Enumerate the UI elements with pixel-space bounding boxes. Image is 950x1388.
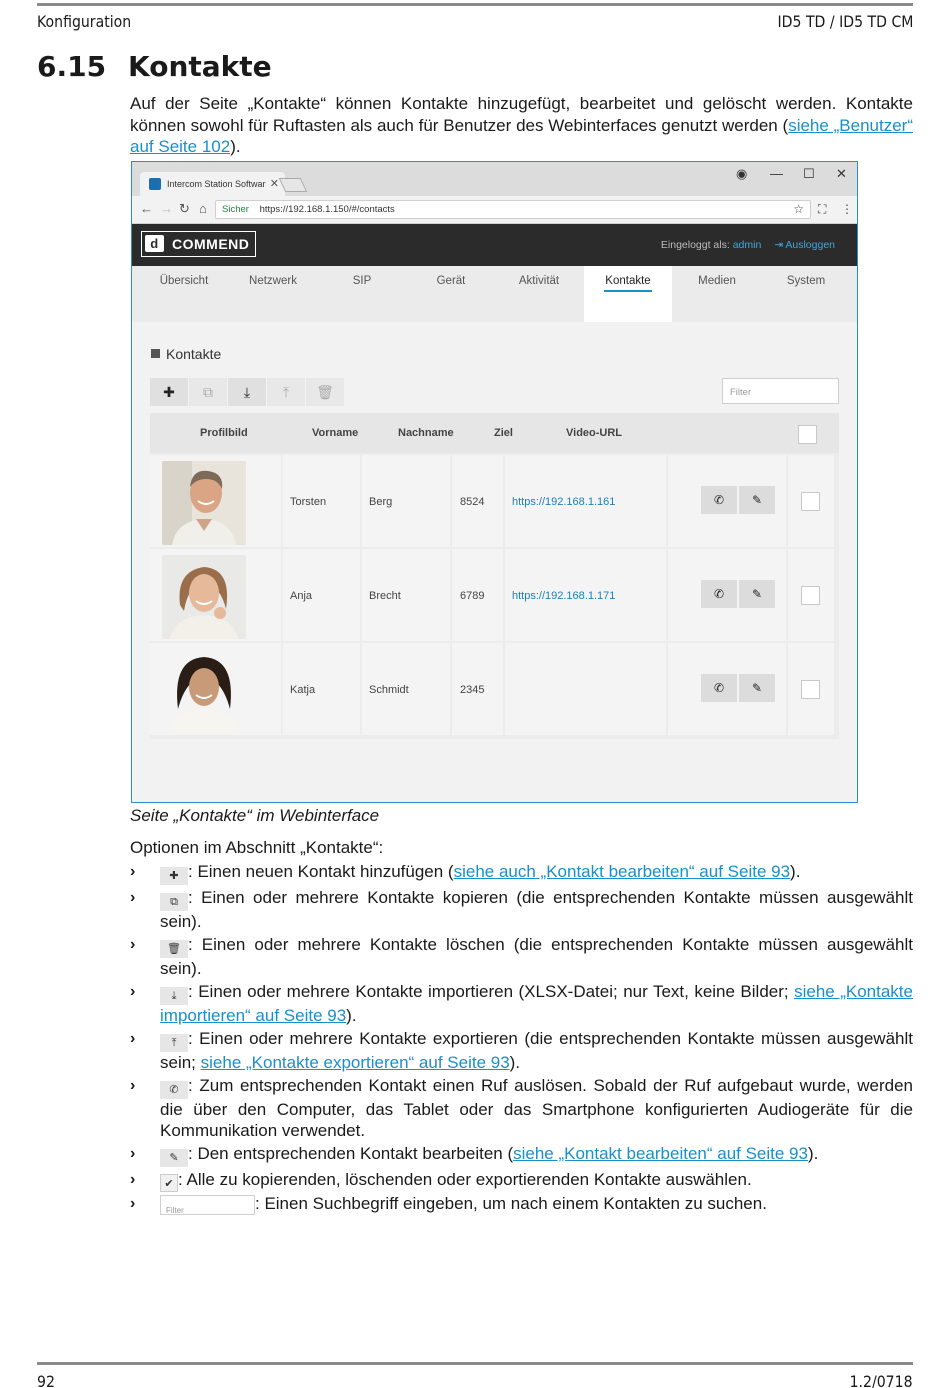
list-item: › ⤓ : Einen oder mehrere Kontakte importieren (XLSX-Datei; nur Text, keine Bilder; siehe „Kontakte importieren“ auf Seite 93). — [130, 981, 913, 1025]
nav-netzwerk[interactable]: Netzwerk — [249, 275, 297, 287]
export-contacts-button[interactable]: ⤒ — [267, 378, 305, 406]
pencil-icon: ✎ — [751, 681, 763, 695]
minimize-icon[interactable]: — — [770, 166, 783, 181]
pencil-icon: ✎ — [751, 587, 763, 601]
url-text: https://192.168.1.150/#/contacts — [259, 204, 395, 215]
bullet-arrow-icon: › — [130, 1145, 136, 1162]
avatar — [162, 555, 246, 639]
document-version: 1.2/0718 — [850, 1372, 913, 1388]
edit-button[interactable] — [739, 486, 775, 514]
contacts-icon — [151, 349, 160, 358]
section-title: Kontakte — [128, 50, 272, 83]
cast-icon[interactable]: ⛶ — [818, 202, 827, 216]
edit-button[interactable] — [739, 674, 775, 702]
home-icon[interactable]: ⌂ — [199, 201, 207, 216]
favicon-icon — [149, 178, 161, 190]
browser-titlebar — [132, 162, 857, 196]
plus-icon: ✚ — [160, 867, 188, 885]
filter-input[interactable]: Filter — [722, 378, 839, 404]
login-status: Eingeloggt als: admin ⇥ Ausloggen — [660, 239, 835, 251]
nav-uebersicht[interactable]: Übersicht — [159, 275, 209, 287]
cell-target: 2345 — [460, 684, 485, 696]
address-bar — [132, 196, 857, 224]
forward-icon[interactable]: → — [160, 201, 173, 216]
list-item: › Filter : Einen Suchbegriff eingeben, um nach einem Kontakten zu suchen. — [130, 1194, 767, 1215]
nav-kontakte[interactable]: Kontakte — [584, 266, 672, 322]
reload-icon[interactable]: ↻ — [179, 201, 190, 216]
main-nav — [132, 266, 857, 322]
bullet-arrow-icon: › — [130, 1076, 136, 1094]
secure-label: Sicher — [222, 204, 249, 215]
link-kontakt-bearbeiten[interactable]: siehe auch „Kontakt bearbeiten“ auf Seite 93 — [453, 862, 791, 881]
copy-icon: ⧉ — [160, 893, 188, 911]
import-icon: ⤓ — [160, 987, 188, 1005]
call-button[interactable] — [701, 486, 737, 514]
col-video-url[interactable]: Video-URL — [566, 427, 623, 439]
nav-aktivitaet[interactable]: Aktivität — [518, 275, 560, 287]
table-row[interactable] — [150, 643, 839, 737]
options-title: Optionen im Abschnitt „Kontakte“: — [130, 838, 384, 857]
bullet-arrow-icon: › — [130, 982, 136, 1000]
page-header — [37, 3, 913, 31]
table-header — [150, 413, 839, 453]
bullet-arrow-icon: › — [130, 1170, 136, 1188]
bullet-arrow-icon: › — [130, 935, 136, 953]
nav-geraet[interactable]: Gerät — [436, 275, 466, 287]
phone-icon: ✆ — [713, 681, 725, 695]
logo-mark-icon: d — [145, 235, 164, 252]
col-profilbild[interactable]: Profilbild — [200, 427, 248, 439]
bullet-arrow-icon: › — [130, 1195, 136, 1212]
nav-system[interactable]: System — [786, 275, 826, 287]
bullet-arrow-icon: › — [130, 863, 136, 880]
bookmark-star-icon[interactable]: ☆ — [793, 202, 804, 216]
contacts-heading: Kontakte — [151, 346, 221, 362]
app-header — [132, 224, 857, 266]
bullet-arrow-icon: › — [130, 888, 136, 906]
cell-last-name: Brecht — [369, 590, 401, 602]
menu-icon[interactable]: ⋮ — [841, 202, 853, 216]
options-list — [130, 861, 913, 1217]
cell-first-name: Katja — [290, 684, 316, 696]
webinterface-screenshot — [131, 161, 858, 803]
cell-target: 8524 — [460, 496, 485, 508]
row-checkbox[interactable] — [801, 492, 820, 511]
cell-last-name: Berg — [369, 496, 393, 508]
maximize-icon[interactable]: ☐ — [803, 166, 815, 181]
header-chapter: Konfiguration — [37, 12, 132, 31]
col-nachname[interactable]: Nachname — [398, 427, 454, 439]
table-row[interactable] — [150, 455, 839, 549]
phone-icon: ✆ — [713, 493, 725, 507]
list-item: › ✔ : Alle zu kopierenden, löschenden oder exportierenden Kontakte auswählen. — [130, 1169, 752, 1190]
trash-icon: 🗑 — [160, 940, 188, 958]
logout-link[interactable]: ⇥ Ausloggen — [774, 239, 835, 251]
url-input[interactable] — [215, 200, 811, 219]
phone-icon: ✆ — [713, 587, 725, 601]
import-contacts-button[interactable]: ⤓ — [228, 378, 266, 406]
cell-last-name: Schmidt — [369, 684, 409, 696]
pencil-icon: ✎ — [751, 493, 763, 507]
list-item: › 🗑 : Einen oder mehrere Kontakte löschen (die entsprechenden Kontakte müssen ausgewählt sein). — [130, 934, 913, 978]
add-contact-button[interactable]: ✚ — [150, 378, 188, 406]
col-vorname[interactable]: Vorname — [312, 427, 359, 439]
link-kontakte-exportieren[interactable]: siehe „Kontakte exportieren“ auf Seite 93 — [200, 1052, 510, 1072]
list-item: › ✎ : Den entsprechenden Kontakt bearbeiten (siehe „Kontakt bearbeiten“ auf Seite 93). — [130, 1143, 913, 1167]
intro-paragraph: Auf der Seite „Kontakte“ können Kontakte hinzugefügt, bearbeitet und gelöscht werden. Kontakte können sowohl für Ruftasten als auch für Benutzer des Webinterfaces genutzt werden (siehe „Benutzer“ auf Seite 102). — [130, 94, 913, 156]
profile-icon[interactable]: ◉ — [736, 166, 748, 181]
header-product: ID5 TD / ID5 TD CM — [777, 12, 913, 31]
contacts-panel — [132, 322, 857, 803]
link-kontakt-bearbeiten-2[interactable]: siehe „Kontakt bearbeiten“ auf Seite 93 — [513, 1144, 808, 1163]
avatar — [162, 649, 246, 733]
cell-video-url[interactable]: https://192.168.1.161 — [512, 496, 616, 508]
table-row[interactable] — [150, 549, 839, 643]
nav-sip[interactable]: SIP — [352, 275, 372, 287]
filter-field-icon: Filter — [160, 1195, 255, 1215]
row-checkbox[interactable] — [801, 680, 820, 699]
page-number: 92 — [37, 1372, 55, 1388]
edit-button[interactable] — [739, 580, 775, 608]
figure-caption: Seite „Kontakte“ im Webinterface — [130, 806, 380, 825]
copy-contacts-button[interactable]: ⧉ — [189, 378, 227, 406]
export-icon: ⤒ — [160, 1034, 188, 1052]
cell-first-name: Torsten — [290, 496, 327, 508]
delete-contacts-button[interactable]: 🗑 — [306, 378, 344, 406]
back-icon[interactable]: ← — [140, 201, 153, 216]
call-button[interactable] — [701, 674, 737, 702]
avatar — [162, 461, 246, 545]
checkbox-icon: ✔ — [160, 1174, 178, 1192]
close-window-icon[interactable]: ✕ — [836, 166, 847, 181]
select-all-checkbox[interactable] — [798, 425, 817, 444]
commend-logo: d COMMEND — [141, 231, 256, 257]
list-item: › ✚ : Einen neuen Kontakt hinzufügen (siehe auch „Kontakt bearbeiten“ auf Seite 93). — [130, 861, 913, 885]
cell-first-name: Anja — [290, 590, 313, 602]
tab-close-icon[interactable]: ✕ — [269, 178, 279, 190]
col-ziel[interactable]: Ziel — [494, 427, 513, 439]
call-button[interactable] — [701, 580, 737, 608]
contacts-table — [150, 413, 839, 739]
browser-tab[interactable] — [140, 172, 285, 196]
cell-video-url[interactable]: https://192.168.1.171 — [512, 590, 616, 602]
page-footer — [37, 1362, 913, 1388]
bullet-arrow-icon: › — [130, 1029, 136, 1047]
link-benutzer[interactable]: siehe „Benutzer“ auf Seite 102 — [130, 115, 913, 156]
link-kontakte-importieren[interactable]: siehe „Kontakte importieren“ auf Seite 93 — [160, 981, 913, 1025]
tab-title: Intercom Station Softwar — [167, 179, 266, 189]
list-item: › ✆ : Zum entsprechenden Kontakt einen Ruf auslösen. Sobald der Ruf aufgebaut wurde, werden die über den Computer, das Tablet oder das Smartphone konfigurierten Audiogeräte für die Kommunikation verwendet. — [130, 1075, 913, 1140]
pencil-icon: ✎ — [160, 1149, 188, 1167]
row-checkbox[interactable] — [801, 586, 820, 605]
phone-icon: ✆ — [160, 1081, 188, 1099]
list-item: › ⤒ : Einen oder mehrere Kontakte exportieren (die entsprechenden Kontakte müssen ausgewählt sein; siehe „Kontakte exportieren“ auf Seite 93). — [130, 1028, 913, 1072]
section-number: 6.15 — [37, 50, 107, 83]
list-item: › ⧉ : Einen oder mehrere Kontakte kopieren (die entsprechenden Kontakte müssen ausgewählt sein). — [130, 887, 913, 931]
user-name[interactable]: admin — [732, 239, 762, 251]
nav-medien[interactable]: Medien — [698, 275, 736, 287]
cell-target: 6789 — [460, 590, 485, 602]
